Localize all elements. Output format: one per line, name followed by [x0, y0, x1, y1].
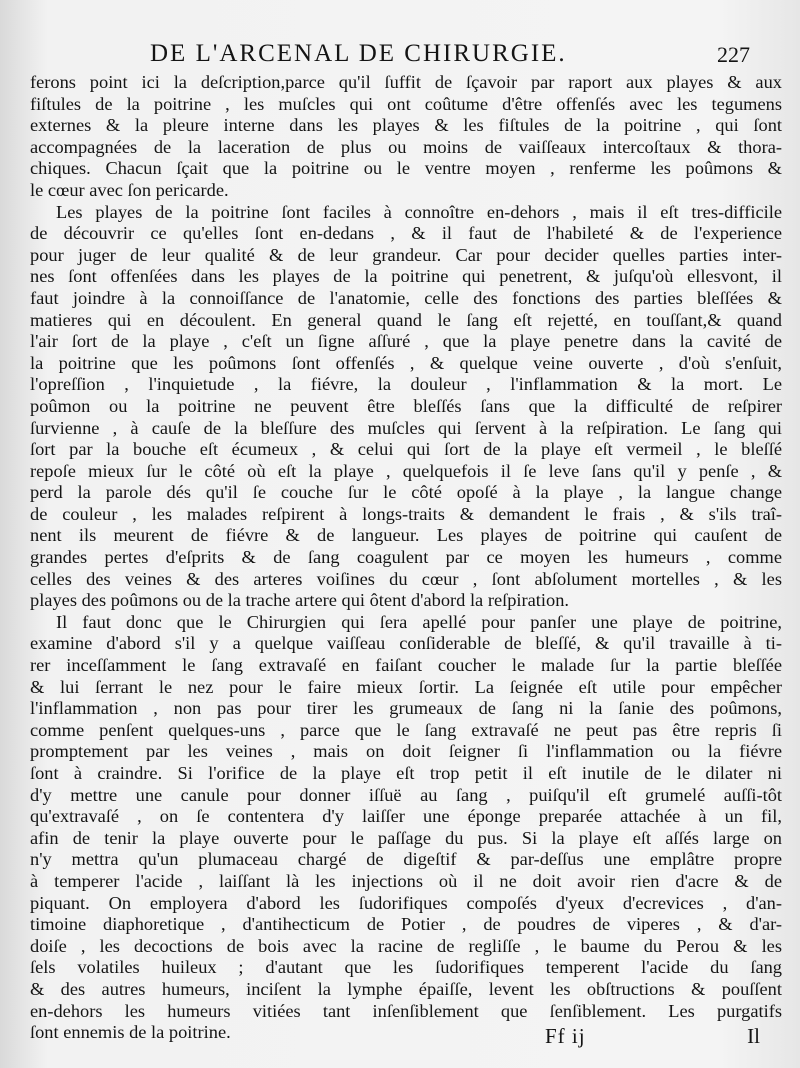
text-line: faut joindre à la connoiſſance de l'anatomie, celle des fonctions des parties bleſſées &	[30, 287, 782, 308]
text-line: comme penſent quelques-uns , parce que le ſang extravaſé ne peut pas être repris ſi	[30, 719, 782, 740]
text-line: pour juger de leur qualité & de leur grandeur. Car pour decider quelles parties inter-	[30, 244, 782, 265]
text-line: piquant. On employera d'abord les ſudorifiques compoſés d'yeux d'ecrevices , d'an-	[30, 892, 782, 913]
text-line: ſels volatiles huileux ; d'autant que les ſudorifiques temperent l'acide du ſang	[30, 957, 782, 978]
page-footer	[40, 1024, 760, 1054]
text-line: grandes pertes d'eſprits & de ſang coagulent par ce moyen les humeurs , comme	[30, 547, 782, 568]
text-line: & lui ſerrant le nez pour le faire mieux ſortir. La ſeignée eſt utile pour empêcher	[30, 676, 782, 697]
text-line: doiſe , les decoctions de bois avec la racine de regliſſe , le baume du Perou & les	[30, 935, 782, 956]
text-line: timoine diaphoretique , d'antihecticum de Potier , de poudres de viperes , & d'ar-	[30, 914, 782, 935]
text-line: afin de tenir la playe ouverte pour le paſſage du pus. Si la playe eſt aſſés large on	[30, 827, 782, 848]
text-line: ſort par la bouche eſt écumeux , & celui qui ſort de la playe eſt vermeil , le bleſſé	[30, 439, 782, 460]
text-line: ſont ennemis de la poitrine.	[30, 1022, 231, 1043]
text-line: rer inceſſamment le ſang extravaſé en faiſant coucher le malade ſur la partie bleſſée	[30, 655, 782, 676]
text-line: playes des poûmons ou de la trache artere qui ôtent d'abord la reſpiration.	[30, 590, 570, 611]
text-line: promptement par les veines , mais on doit ſeigner ſi l'inflammation ou la fiévre	[30, 741, 782, 762]
text-line: de couleur , les malades reſpirent à longs-traits & demandent le frais , & s'ils traî-	[30, 503, 782, 524]
body-text	[30, 72, 782, 1044]
text-line: de découvrir ce qu'elles ſont en-dedans , & il faut de l'habileté & de l'experience	[30, 223, 782, 244]
page-number: 227	[717, 42, 750, 67]
catchword: Il	[747, 1024, 760, 1048]
text-line: celles des veines & des arteres voiſines du cœur , ſont abſolument mortelles , & les	[30, 568, 782, 589]
text-line: perd la parole dés qu'il ſe couche ſur le côté opoſé à la playe , la langue change	[30, 482, 782, 503]
text-line: examine d'abord s'il y a quelque vaiſſeau conſiderable de bleſſé, & qu'il travaille à ti-	[30, 633, 782, 654]
text-line: d'y mettre une canule pour donner iſſuë au ſang , puiſqu'il eſt grumelé auſſi-tôt	[30, 784, 782, 805]
text-line: n'y mettra qu'un plumaceau chargé de digeſtif & par-deſſus une emplâtre propre	[30, 849, 782, 870]
page-header	[40, 40, 760, 74]
text-line: poûmon ou la poitrine ne peuvent être bleſſés ſans que la difficulté de reſpirer	[30, 395, 782, 416]
text-line: & des autres humeurs, inciſent la lymphe épaiſſe, levent les obſtructions & pouſſent	[30, 978, 782, 999]
text-line: Il faut donc que le Chirurgien qui ſera apellé pour panſer une playe de poitrine,	[56, 611, 782, 632]
text-line: Les playes de la poitrine ſont faciles à connoître en-dehors , mais il eſt tres-difficile	[56, 201, 782, 222]
text-line: l'opreſſion , l'inquietude , la fiévre, la douleur , l'inflammation & la mort. Le	[30, 374, 782, 395]
text-line: chiques. Chacun ſçait que la poitrine ou le ventre moyen , renferme les poûmons &	[30, 158, 782, 179]
text-line: repoſe mieux ſur le côté où eſt la playe , quelquefois il ſe leve ſans qu'il y penſe , &	[30, 460, 782, 481]
text-line: accompagnées de la laceration de plus ou moins de vaiſſeaux intercoſtaux & thora-	[30, 136, 782, 157]
text-line: à temperer l'acide , laiſſant là les injections où il ne doit avoir rien d'acre & de	[30, 870, 782, 891]
text-line: ſont à craindre. Si l'orifice de la playe eſt trop petit il eſt inutile de le dilater ni	[30, 763, 782, 783]
text-line: externes & la pleure interne dans les playes & les fiſtules de la poitrine , qui ſont	[30, 115, 782, 136]
text-line: fiſtules de la poitrine , les muſcles qui ont coûtume d'être offenſés avec les tegumens	[30, 93, 782, 114]
text-line: nent ils meurent de fiévre & de langueur. Les playes de poitrine qui cauſent de	[30, 525, 782, 546]
text-line: qu'extravaſé , on ſe contentera d'y laiſſer une éponge preparée attachée à un fil,	[30, 806, 782, 827]
text-line: le cœur avec ſon pericarde.	[30, 179, 229, 200]
text-line: en-dehors les humeurs vitiées tant inſenſiblement que ſenſiblement. Les purgatifs	[30, 1000, 782, 1021]
signature-mark: Ff ij	[545, 1024, 586, 1048]
text-line: ferons point ici la deſcription,parce qu'il ſuffit de ſçavoir par raport aux playes & aux	[30, 72, 782, 92]
text-line: l'air ſort de la playe , c'eſt un ſigne aſſuré , que la playe penetre dans la cavité de	[30, 331, 782, 352]
text-line: nes ſont offenſées dans les playes de la poitrine qui penetrent, & juſqu'où ellesvont, il	[30, 266, 782, 287]
text-line: matieres qui en découlent. En general quand le ſang eſt rejetté, en touſſant,& quand	[30, 309, 782, 330]
text-line: l'inflammation , non pas pour tirer les grumeaux de ſang ni la ſanie des poûmons,	[30, 698, 782, 719]
text-line: ſurvienne , à cauſe de la bleſſure des muſcles qui ſervent à la reſpiration. Le ſang qui	[30, 417, 782, 438]
text-line: la poitrine que les poûmons ſont offenſés , & quelque veine ouverte , d'où s'enſuit,	[30, 352, 782, 373]
running-head: DE L'ARCENAL DE CHIRURGIE.	[150, 40, 567, 67]
